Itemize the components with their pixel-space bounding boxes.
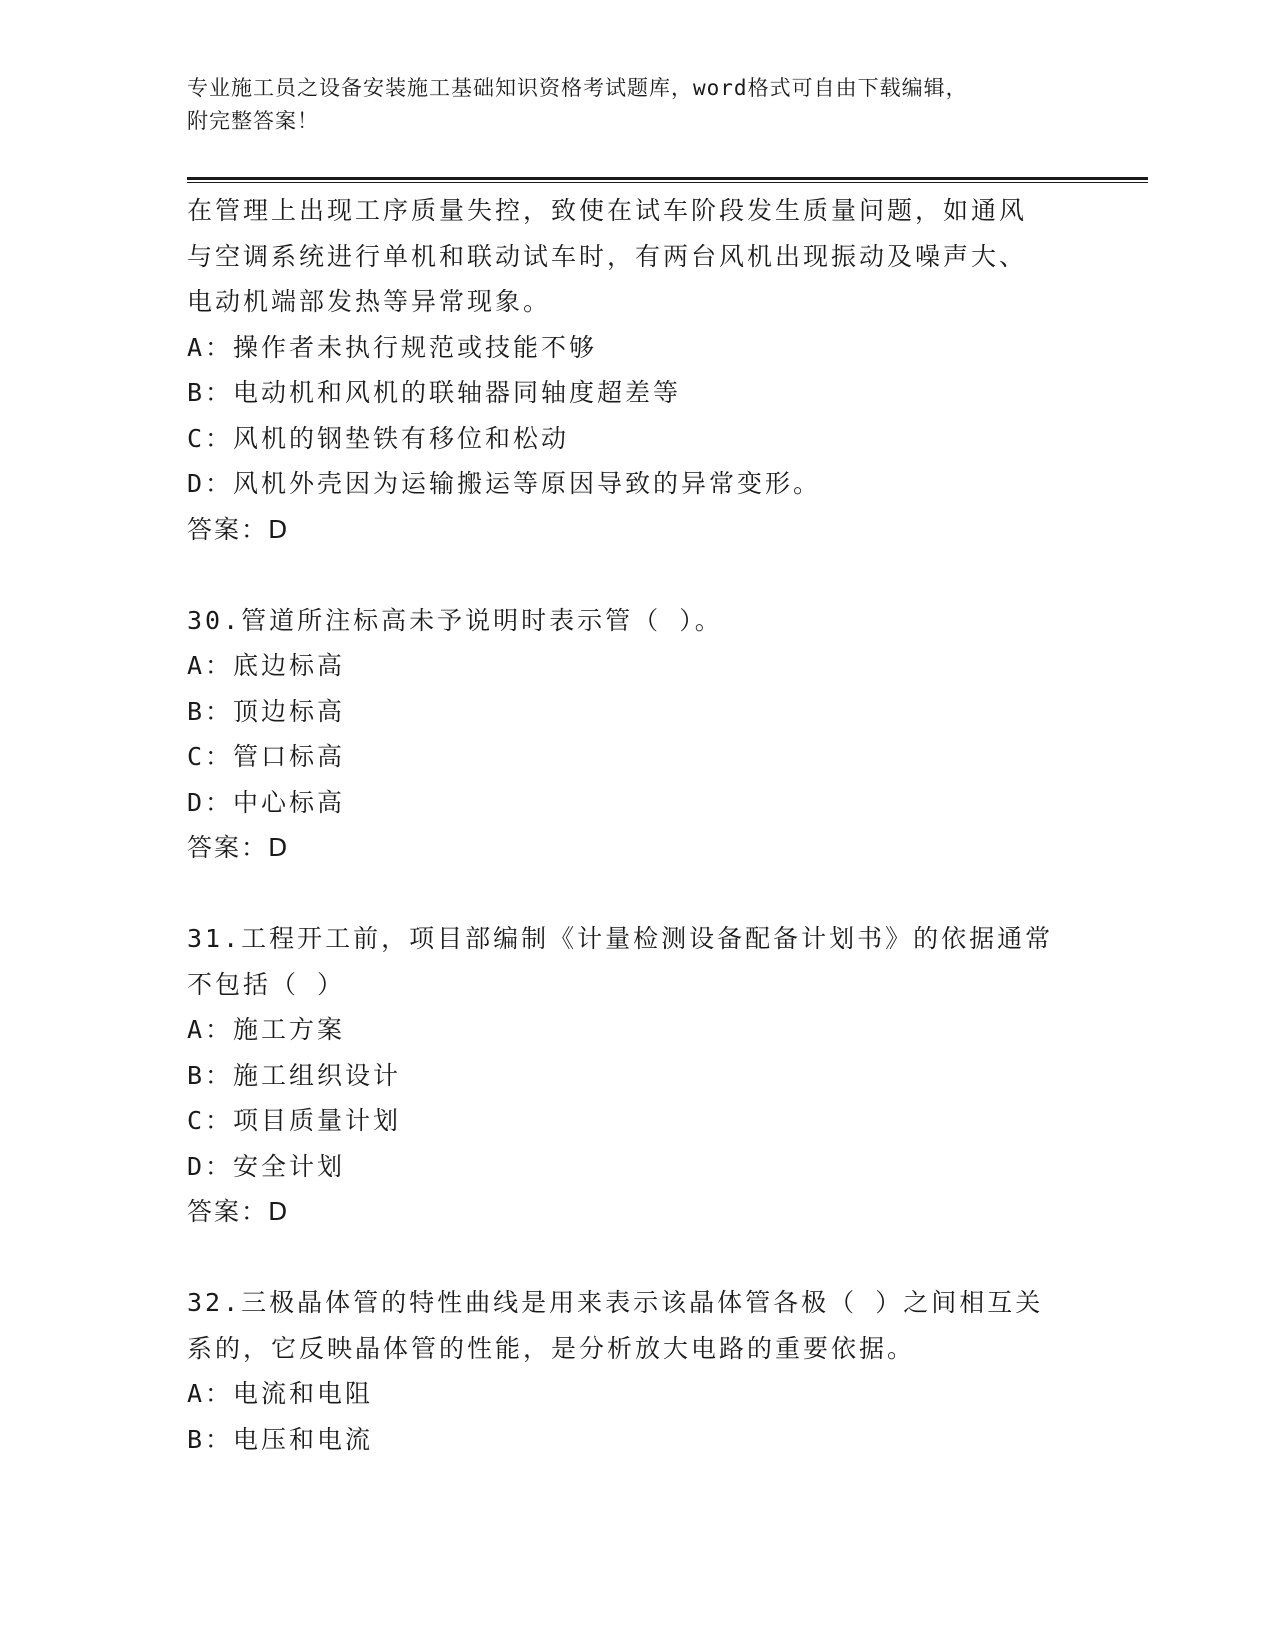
page-header (187, 72, 1067, 138)
option-a: A：电流和电阻 (187, 1379, 374, 1408)
answer: 答案：D (187, 833, 290, 862)
option-b: B：顶边标高 (187, 696, 346, 726)
question-stem-line: 与空调系统进行单机和联动试车时，有两台风机出现振动及噪声大、 (187, 241, 1028, 271)
question-stem-line: 不包括（ ） (187, 969, 346, 999)
option-c: C：风机的钢垫铁有移位和松动 (187, 423, 570, 453)
question-stem-line: 系的，它反映晶体管的性能，是分析放大电路的重要依据。 (187, 1333, 916, 1363)
option-a: A：底边标高 (187, 651, 346, 680)
question-spacer (187, 1235, 1087, 1281)
question-spacer (187, 871, 1087, 917)
question-29 (187, 188, 1087, 552)
option-b: B：电压和电流 (187, 1424, 374, 1454)
question-stem-line: 电动机端部发热等异常现象。 (187, 287, 552, 316)
answer: 答案：D (187, 1197, 290, 1226)
option-b: B：施工组织设计 (187, 1060, 402, 1090)
question-32 (187, 1280, 1087, 1462)
question-list (187, 188, 1087, 1462)
option-d: D：安全计划 (187, 1151, 346, 1181)
option-c: C：管口标高 (187, 742, 346, 771)
question-stem-line: 在管理上出现工序质量失控，致使在试车阶段发生质量问题，如通风 (187, 196, 1028, 225)
option-c: C：项目质量计划 (187, 1106, 402, 1135)
question-stem-line: 30.管道所注标高未予说明时表示管（ ）。 (187, 605, 723, 635)
option-b: B：电动机和风机的联轴器同轴度超差等 (187, 378, 682, 407)
question-31 (187, 916, 1087, 1235)
header-divider-thick (187, 177, 1148, 180)
question-stem-line: 31.工程开工前，项目部编制《计量检测设备配备计划书》的依据通常 (187, 924, 1054, 953)
header-divider-thin (187, 182, 1148, 183)
option-a: A：操作者未执行规范或技能不够 (187, 332, 598, 362)
question-stem-line: 32.三极晶体管的特性曲线是用来表示该晶体管各极（ ）之间相互关 (187, 1288, 1044, 1317)
option-d: D：中心标高 (187, 787, 346, 817)
option-d: D：风机外壳因为运输搬运等原因导致的异常变形。 (187, 469, 822, 498)
question-30 (187, 598, 1087, 871)
header-line-1: 专业施工员之设备安装施工基础知识资格考试题库，word格式可自由下载编辑， (187, 76, 968, 100)
question-spacer (187, 552, 1087, 598)
option-a: A：施工方案 (187, 1015, 346, 1044)
header-line-2: 附完整答案！ (187, 109, 319, 133)
answer: 答案：D (187, 514, 290, 544)
